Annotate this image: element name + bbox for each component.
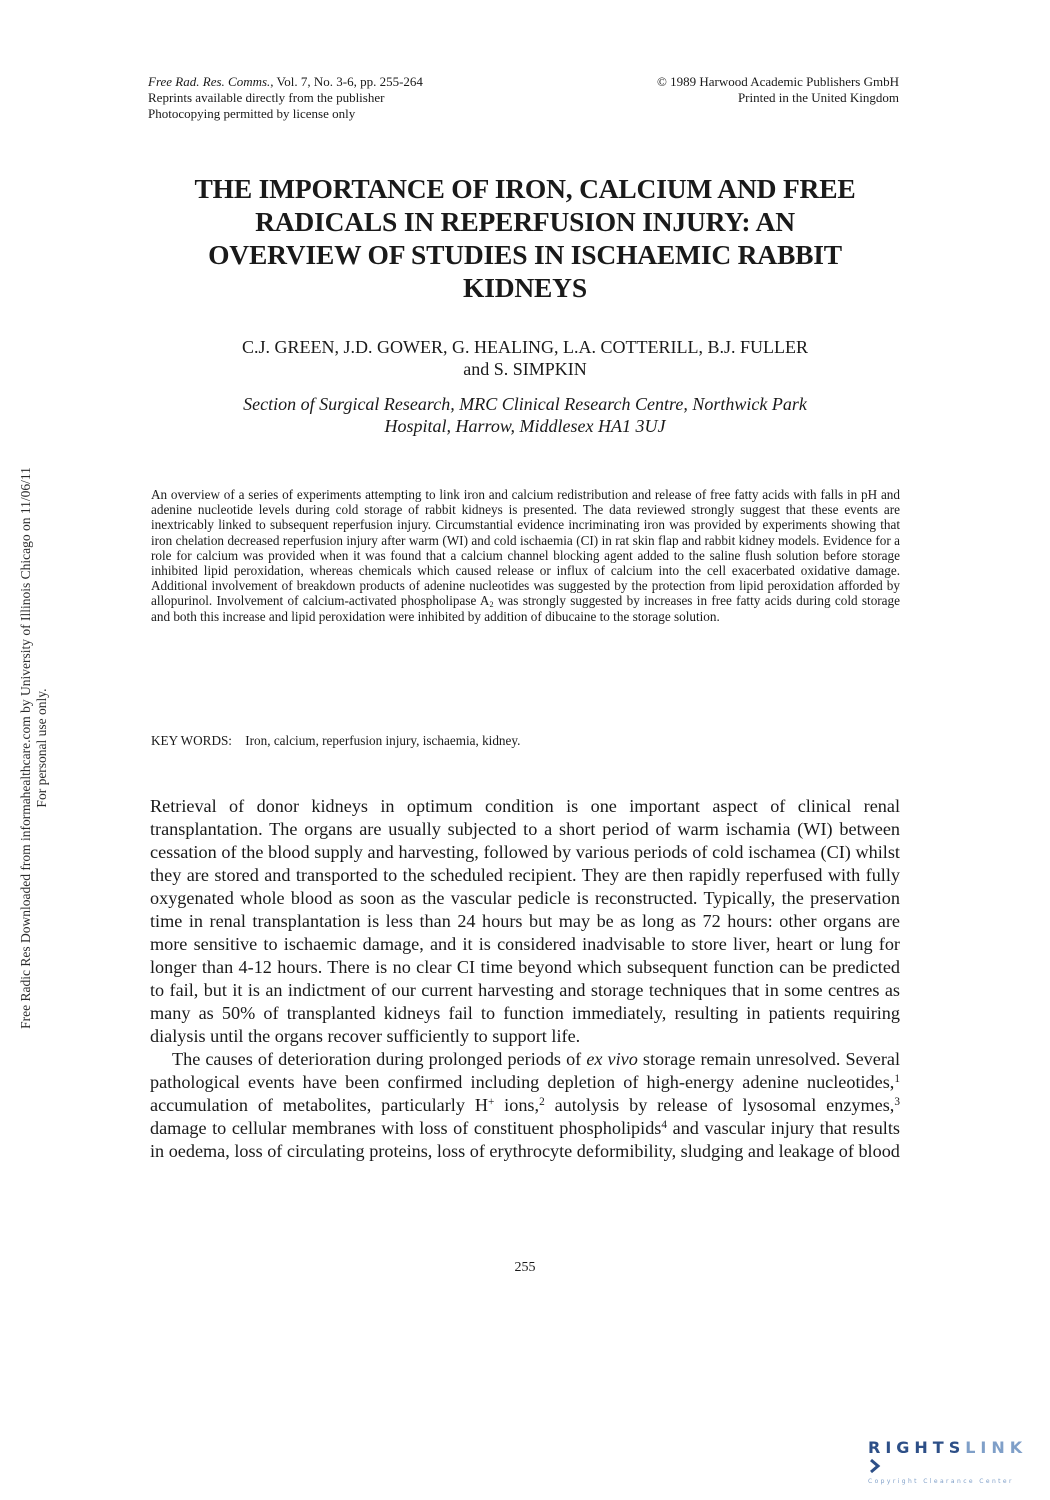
journal-header (148, 74, 423, 122)
journal-name: Free Rad. Res. Comms. (148, 74, 271, 89)
copyright-note: © 1989 Harwood Academic Publishers GmbH (656, 74, 899, 89)
reprints-note: Reprints available directly from the publisher (148, 90, 385, 105)
publisher-header (657, 74, 899, 106)
text-run: and vascular injury that results in oedema, loss of circulating proteins, loss of erythrocyte deformibility, sludging and leakage of blood (150, 1118, 900, 1161)
subscript: 2 (489, 600, 494, 610)
reference-marker: 3 (894, 1095, 900, 1108)
abstract-text: An overview of a series of experiments attempting to link iron and calcium redistribution and release of free fatty acids with falls in pH and adenine nucleotide levels during cold storage of rabbit kidneys is presented. The data reviewed strongly suggest that these events are inextricably linked to subsequent reperfusion injury. Circumstantial evidence incriminating iron was provided by experiments showing that iron chelation decreased reperfusion injury after warm (WI) and cold ischaemia (CI) in rat skin flap and rabbit kidney models. Evidence for a role for calcium was provided when it was found that a calcium channel blocking agent added to the saline flush solution before storage inhibited lipid peroxidation, whereas chemicals which caused release or influx of calcium into the cell exacerbated oxidative damage. Additional involvement of breakdown products of adenine nucleotides was suggested by the protection from lipid peroxidation afforded by allopurinol. Involvement of calcium-activated phospholipase A (151, 487, 900, 609)
paper-title (150, 172, 900, 304)
body-text (150, 795, 900, 1163)
keywords-label: KEY WORDS: (151, 733, 232, 748)
keywords (151, 733, 520, 749)
reference-marker: 4 (661, 1118, 668, 1131)
paragraph: Retrieval of donor kidneys in optimum condition is one important aspect of clinical renal transplantation. The organs are usually subjected to a short period of warm ischamia (WI) between cessation of the blood supply and harvesting, followed by various periods of cold ischamea (CI) whilst they are stored and transported to the scheduled recipient. They are then rapidly reperfused with fully oxygenated whole blood as soon as the vascular pedicle is reconstructed. Typically, the preservation time in renal transplantation is less than 24 hours but may be as long as 72 hours: other organs are more sensitive to ischaemic damage, and it is considered inadvisable to store liver, heart or lung for longer than 4-12 hours. There is no clear CI time beyond which subsequent function can be predicted to fail, but it is an indictment of our current harvesting and storage techniques that in some centres as many as 50% of transplanted kidneys fail to function immediately, resulting in patients requiring dialysis until the organs recover sufficiently to support life. (150, 796, 900, 1046)
volume-info: , Vol. 7, No. 3-6, pp. 255-264 (270, 74, 423, 89)
author-list (150, 336, 900, 380)
text-run: ions, (494, 1095, 540, 1115)
authors-line: C.J. GREEN, J.D. GOWER, G. HEALING, L.A. COTTERILL, B.J. FULLER (242, 337, 808, 357)
abstract (151, 487, 900, 624)
text-run: accumulation of metabolites, particularly H (150, 1095, 488, 1115)
title-line: THE IMPORTANCE OF IRON, CALCIUM AND FREE (194, 173, 856, 204)
photocopy-note: Photocopying permitted by license only (148, 106, 356, 121)
text-run: damage to cellular membranes with loss of constituent phospholipids (150, 1118, 662, 1138)
page-number: 255 (514, 1260, 536, 1275)
authors-line: and S. SIMPKIN (463, 359, 587, 379)
watermark-line: Free Radic Res Downloaded from informahealthcare.com by University of Illinois Chicago on 11/06/11 (18, 467, 33, 1029)
reference-marker: 1 (894, 1072, 900, 1085)
title-line: KIDNEYS (463, 272, 587, 303)
affiliation (150, 393, 900, 437)
logo-tagline: Copyright Clearance Center (868, 1478, 1014, 1485)
abstract-text: was strongly suggested by increases in free fatty acids during cold storage and both this increase and lipid peroxidation were inhibited by addition of dibucaine to the storage solution. (151, 593, 900, 624)
paragraph (150, 1048, 900, 1163)
title-line: OVERVIEW OF STUDIES IN ISCHAEMIC RABBIT (208, 239, 842, 270)
keywords-text: Iron, calcium, reperfusion injury, ischaemia, kidney. (245, 733, 521, 748)
watermark-line: For personal use only. (34, 688, 49, 808)
affiliation-line: Hospital, Harrow, Middlesex HA1 3UJ (384, 416, 666, 436)
logo-link-text: LINK (965, 1438, 1028, 1457)
download-watermark (18, 398, 50, 1098)
superscript: + (487, 1095, 495, 1108)
printed-note: Printed in the United Kingdom (737, 90, 899, 105)
rightslink-logo[interactable] (868, 1438, 1028, 1485)
text-run: The causes of deterioration during prolonged periods of (172, 1049, 587, 1069)
text-run: autolysis by release of lysosomal enzymes, (544, 1095, 895, 1115)
text-run: storage remain unresolved. Several pathological events have been confirmed including depletion of high-energy adenine nucleotides, (150, 1049, 901, 1092)
chevron-right-icon (866, 1458, 882, 1474)
emphasis: ex vivo (586, 1049, 638, 1069)
affiliation-line: Section of Surgical Research, MRC Clinical Research Centre, Northwick Park (243, 394, 807, 414)
title-line: RADICALS IN REPERFUSION INJURY: AN (255, 206, 795, 237)
journal-citation (148, 74, 423, 90)
reference-marker: 2 (539, 1095, 545, 1108)
logo-rights-text: RIGHTS (868, 1438, 966, 1457)
